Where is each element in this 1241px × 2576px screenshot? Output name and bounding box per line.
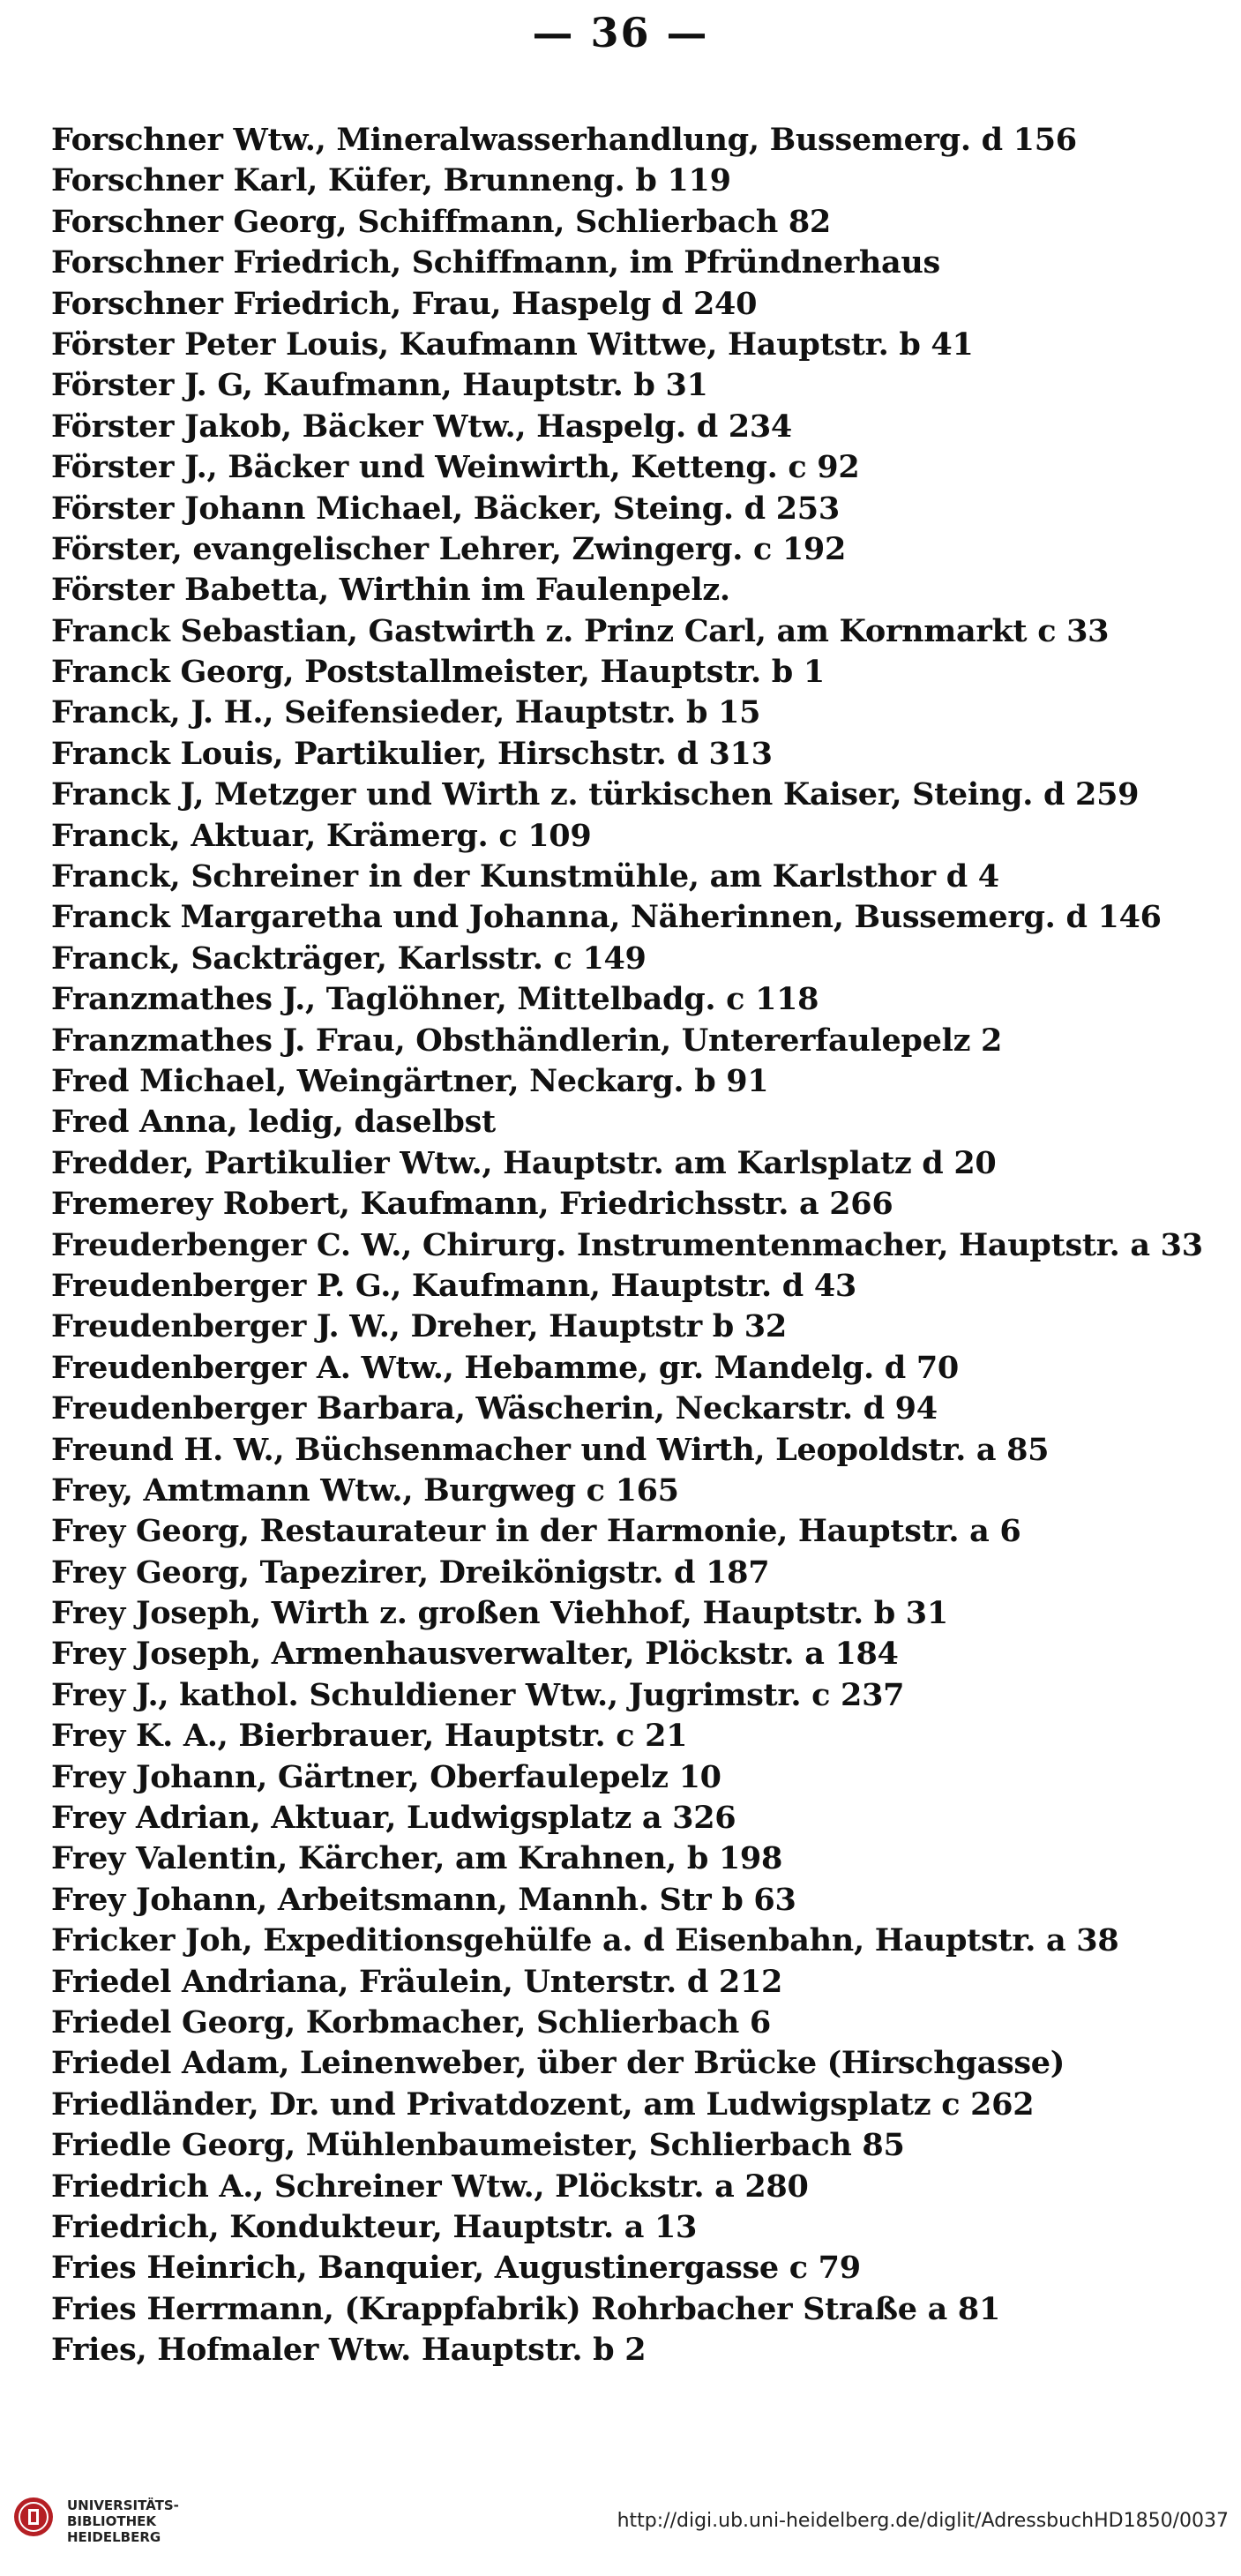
address-entry: Frey Adrian, Aktuar, Ludwigsplatz a 326 (51, 1800, 736, 1837)
address-entry: Fred Anna, ledig, daselbst (51, 1104, 496, 1141)
address-entry: Förster, evangelischer Lehrer, Zwingerg. c 192 (51, 530, 847, 567)
address-entry: Forschner Georg, Schiffmann, Schlierbach 82 (51, 203, 831, 240)
address-entry: Frey Joseph, Wirth z. großen Viehhof, Hauptstr. b 31 (51, 1595, 948, 1632)
university-library-name (67, 2497, 179, 2545)
address-entry: Friedel Adam, Leinenweber, über der Brücke (Hirschgasse) (51, 2045, 1065, 2082)
page-number: — 36 — (532, 9, 709, 56)
address-entry: Friedle Georg, Mühlenbaumeister, Schlierbach 85 (51, 2127, 905, 2164)
address-entry: Forschner Karl, Küfer, Brunneng. b 119 (51, 162, 731, 199)
address-entry: Franck Sebastian, Gastwirth z. Prinz Carl, am Kornmarkt c 33 (51, 612, 1110, 649)
address-entry: Friedel Andriana, Fräulein, Unterstr. d 212 (51, 1963, 783, 2000)
address-entry: Förster J., Bäcker und Weinwirth, Ketteng. c 92 (51, 449, 860, 486)
address-entry: Forschner Friedrich, Frau, Haspelg d 240 (51, 285, 758, 322)
address-entry: Fredder, Partikulier Wtw., Hauptstr. am Karlsplatz d 20 (51, 1144, 997, 1181)
address-entry: Frey, Amtmann Wtw., Burgweg c 165 (51, 1471, 679, 1509)
address-entry: Forschner Friedrich, Schiffmann, im Pfründnerhaus (51, 244, 940, 281)
address-entry: Forschner Wtw., Mineralwasserhandlung, Bussemerg. d 156 (51, 122, 1077, 158)
address-entry: Förster Johann Michael, Bäcker, Steing. d 253 (51, 490, 840, 527)
address-entry: Franck J, Metzger und Wirth z. türkischen Kaiser, Steing. d 259 (51, 776, 1140, 813)
address-entry: Franck Louis, Partikulier, Hirschstr. d 313 (51, 735, 773, 772)
address-entry: Frey Valentin, Kärcher, am Krahnen, b 198 (51, 1840, 783, 1877)
address-entry: Franck Georg, Poststallmeister, Hauptstr. b 1 (51, 654, 825, 691)
address-entry: Freudenberger P. G., Kaufmann, Hauptstr. d 43 (51, 1267, 856, 1304)
university-seal-icon (12, 2496, 55, 2538)
address-entry: Frey Joseph, Armenhausverwalter, Plöckstr. a 184 (51, 1636, 899, 1673)
university-name-line: BIBLIOTHEK (67, 2513, 156, 2529)
address-entry: Friedrich, Kondukteur, Hauptstr. a 13 (51, 2208, 698, 2245)
address-entry: Freund H. W., Büchsenmacher und Wirth, Leopoldstr. a 85 (51, 1431, 1050, 1468)
address-entry: Fred Michael, Weingärtner, Neckarg. b 91 (51, 1062, 769, 1099)
address-entry: Franck Margaretha und Johanna, Näherinnen, Bussemerg. d 146 (51, 899, 1162, 936)
address-entry: Franzmathes J., Taglöhner, Mittelbadg. c 118 (51, 981, 819, 1018)
address-entry: Franzmathes J. Frau, Obsthändlerin, Untererfaulepelz 2 (51, 1022, 1003, 1059)
address-entry: Frey Johann, Arbeitsmann, Mannh. Str b 63 (51, 1881, 796, 1918)
address-entry: Freuderbenger C. W., Chirurg. Instrumentenmacher, Hauptstr. a 33 (51, 1226, 1203, 1263)
address-entry: Frey Georg, Restaurateur in der Harmonie, Hauptstr. a 6 (51, 1513, 1021, 1550)
library-footer (0, 2483, 1241, 2576)
address-entry: Frey Johann, Gärtner, Oberfaulepelz 10 (51, 1758, 721, 1795)
address-entry: Friedel Georg, Korbmacher, Schlierbach 6 (51, 2003, 771, 2041)
address-entry: Förster Peter Louis, Kaufmann Wittwe, Hauptstr. b 41 (51, 326, 974, 363)
university-name-line: UNIVERSITÄTS- (67, 2497, 179, 2513)
address-entry: Franck, Aktuar, Krämerg. c 109 (51, 817, 592, 854)
address-entry: Freudenberger A. Wtw., Hebamme, gr. Mandelg. d 70 (51, 1349, 959, 1386)
address-entry: Frey K. A., Bierbrauer, Hauptstr. c 21 (51, 1718, 688, 1755)
address-entry: Franck, J. H., Seifensieder, Hauptstr. b 15 (51, 694, 761, 731)
address-entry: Franck, Sackträger, Karlsstr. c 149 (51, 940, 647, 977)
address-entry-list (51, 120, 1224, 2370)
address-entry: Fries Herrmann, (Krappfabrik) Rohrbacher Straße a 81 (51, 2290, 1000, 2327)
address-entry: Fries Heinrich, Banquier, Augustinergasse c 79 (51, 2250, 861, 2287)
university-name-line: HEIDELBERG (67, 2529, 161, 2545)
address-entry: Freudenberger Barbara, Wäscherin, Neckarstr. d 94 (51, 1390, 938, 1427)
address-entry: Franck, Schreiner in der Kunstmühle, am Karlsthor d 4 (51, 858, 999, 895)
address-entry: Freudenberger J. W., Dreher, Hauptstr b 32 (51, 1308, 787, 1345)
address-entry: Fricker Joh, Expeditionsgehülfe a. d Eisenbahn, Hauptstr. a 38 (51, 1922, 1119, 1959)
address-entry: Förster J. G, Kaufmann, Hauptstr. b 31 (51, 367, 708, 404)
address-entry: Friedländer, Dr. und Privatdozent, am Ludwigsplatz c 262 (51, 2086, 1035, 2123)
address-entry: Förster Jakob, Bäcker Wtw., Haspelg. d 234 (51, 408, 792, 445)
address-entry: Friedrich A., Schreiner Wtw., Plöckstr. a 280 (51, 2168, 809, 2205)
address-entry: Förster Babetta, Wirthin im Faulenpelz. (51, 572, 730, 609)
address-entry: Fremerey Robert, Kaufmann, Friedrichsstr. a 266 (51, 1186, 893, 1223)
address-entry: Fries, Hofmaler Wtw. Hauptstr. b 2 (51, 2332, 647, 2369)
address-entry: Frey J., kathol. Schuldiener Wtw., Jugrimstr. c 237 (51, 1676, 905, 1713)
address-entry: Frey Georg, Tapezirer, Dreikönigstr. d 187 (51, 1554, 770, 1591)
source-url-link[interactable]: http://digi.ub.uni-heidelberg.de/diglit/AdressbuchHD1850/0037 (617, 2510, 1229, 2532)
